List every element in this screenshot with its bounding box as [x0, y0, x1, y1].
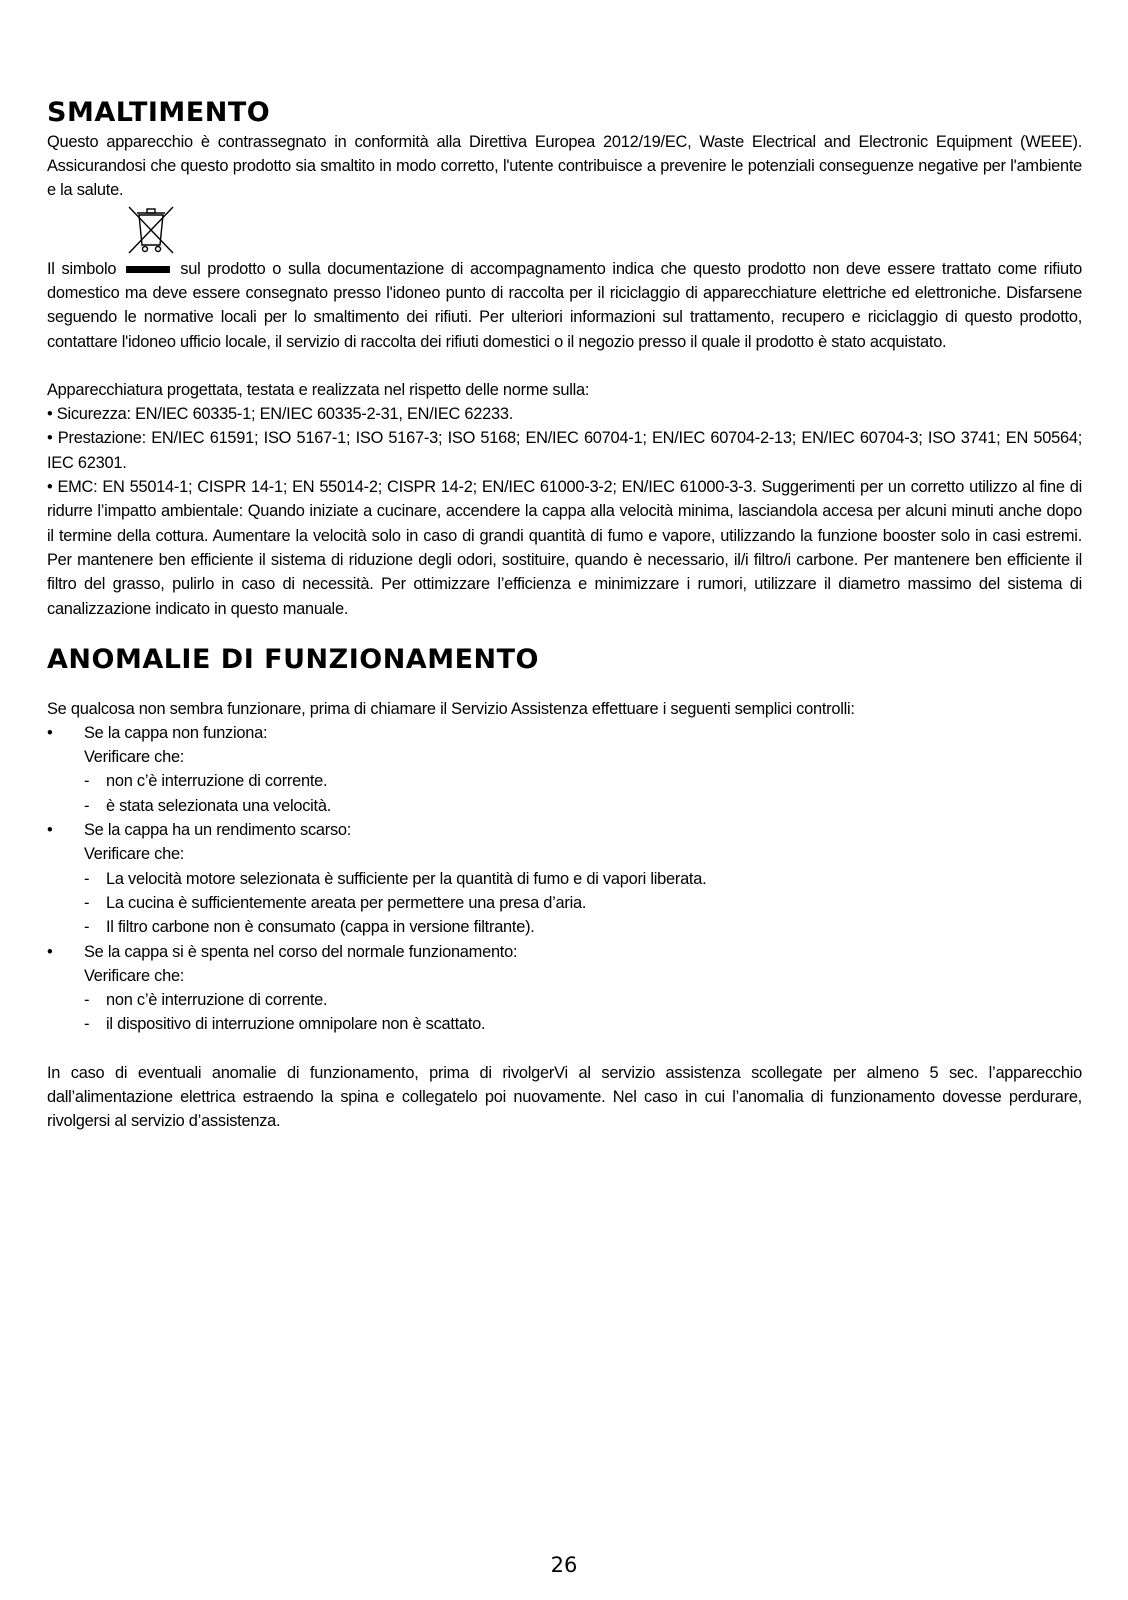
section-title-anomalie: ANOMALIE DI FUNZIONAMENTO: [47, 643, 539, 675]
page-number: 26: [550, 1553, 578, 1577]
symbol-paragraph: [47, 257, 1082, 354]
closing-paragraph: In caso di eventuali anomalie di funzionamento, prima di rivolgerVi al servizio assistenza scollegate per almeno 5 sec. l’apparecchio dall’alimentazione elettrica estraendo la spina e collegatelo poi nuovamente. Nel caso in cui l’anomalia di funzionamento dovesse perdurare, rivolgersi al servizio d’assistenza.: [47, 1063, 1082, 1131]
list-item: [47, 818, 1082, 939]
symbol-prefix: Il simbolo: [47, 259, 117, 278]
troubleshooting-list: [47, 721, 1082, 1037]
document-page: [47, 96, 1082, 1134]
symbol-suffix: sul prodotto o sulla documentazione di accompagnamento indica che questo prodotto non deve essere trattato come rifiuto domestico ma deve essere consegnato presso l'idoneo punto di raccolta per il riciclaggio di apparecchiature elettriche ed elettroniche. Disfarsene seguendo le normative locali per lo smaltimento dei rifiuti. Per ulteriori informazioni sul trattamento, recupero e riciclaggio di questo prodotto, contattare l'idoneo ufficio locale, il servizio di raccolta dei rifiuti domestici o il negozio presso il quale il prodotto è stato acquistato.: [47, 259, 1083, 351]
section-title-smaltimento: SMALTIMENTO: [47, 97, 271, 128]
list-item: [47, 940, 1082, 1037]
bullet: •: [47, 723, 53, 742]
crossed-bin-icon: [125, 203, 177, 257]
sub-item: - La velocità motore selezionata è sufficiente per la quantità di fumo e di vapori liberata.: [84, 869, 707, 888]
sub-item: - Il filtro carbone non è consumato (cappa in versione filtrante).: [84, 918, 535, 937]
list-item-label: Se la cappa non funziona:: [84, 723, 268, 742]
troubleshooting-intro: Se qualcosa non sembra funzionare, prima di chiamare il Servizio Assistenza effettuare i seguenti semplici controlli:: [47, 699, 855, 718]
list-item-label: Se la cappa si è spenta nel corso del normale funzionamento:: [84, 942, 518, 961]
standards-performance: • Prestazione: EN/IEC 61591; ISO 5167-1; ISO 5167-3; ISO 5168; EN/IEC 60704-1; EN/IEC 60704-2-13; EN/IEC 60704-3; ISO 3741; EN 50564; IEC 62301.: [47, 429, 1082, 472]
list-item-check: Verificare che:: [84, 966, 185, 985]
sub-item: - La cucina è sufficientemente areata per permettere una presa d’aria.: [84, 893, 587, 912]
sub-item: - non c’è interruzione di corrente.: [84, 772, 328, 791]
weee-intro-paragraph: Questo apparecchio è contrassegnato in conformità alla Direttiva Europea 2012/19/EC, Waste Electrical and Electronic Equipment (WEEE). Assicurandosi che questo prodotto sia smaltito in modo corretto, l'utente contribuisce a prevenire le potenziali conseguenze negative per l'ambiente e la salute.: [47, 132, 1082, 200]
list-item-label: Se la cappa ha un rendimento scarso:: [84, 821, 352, 840]
list-item: [47, 721, 1082, 818]
bullet: •: [47, 821, 53, 840]
sub-item: - il dispositivo di interruzione omnipolare non è scattato.: [84, 1015, 486, 1034]
list-item-check: Verificare che:: [84, 748, 185, 767]
standards-emc: • EMC: EN 55014-1; CISPR 14-1; EN 55014-2; CISPR 14-2; EN/IEC 61000-3-2; EN/IEC 61000-3-3. Suggerimenti per un corretto utilizzo al fine di ridurre l’impatto ambientale: Quando iniziate a cucinare, accendere la cappa alla velocità minima, lasciandola accesa per alcuni minuti anche dopo il termine della cottura. Aumentare la velocità solo in caso di grandi quantità di fumo e vapore, utilizzando la funzione booster solo in casi estremi. Per mantenere ben efficiente il sistema di riduzione degli odori, sostituire, quando è necessario, il/i filtro/i carbone. Per mantenere ben efficiente il filtro del grasso, pulirlo in caso di necessità. Per ottimizzare l’efficienza e minimizzare i rumori, utilizzare il diametro massimo del sistema di canalizzazione indicato in questo manuale.: [47, 478, 1082, 618]
standards-safety: • Sicurezza: EN/IEC 60335-1; EN/IEC 60335-2-31, EN/IEC 62233.: [47, 405, 514, 424]
bullet: •: [47, 942, 53, 961]
standards-intro: Apparecchiatura progettata, testata e realizzata nel rispetto delle norme sulla:: [47, 380, 590, 399]
weee-bar-icon: [126, 264, 170, 274]
sub-item: - è stata selezionata una velocità.: [84, 796, 332, 815]
sub-item: - non c’è interruzione di corrente.: [84, 991, 328, 1010]
list-item-check: Verificare che:: [84, 845, 185, 864]
